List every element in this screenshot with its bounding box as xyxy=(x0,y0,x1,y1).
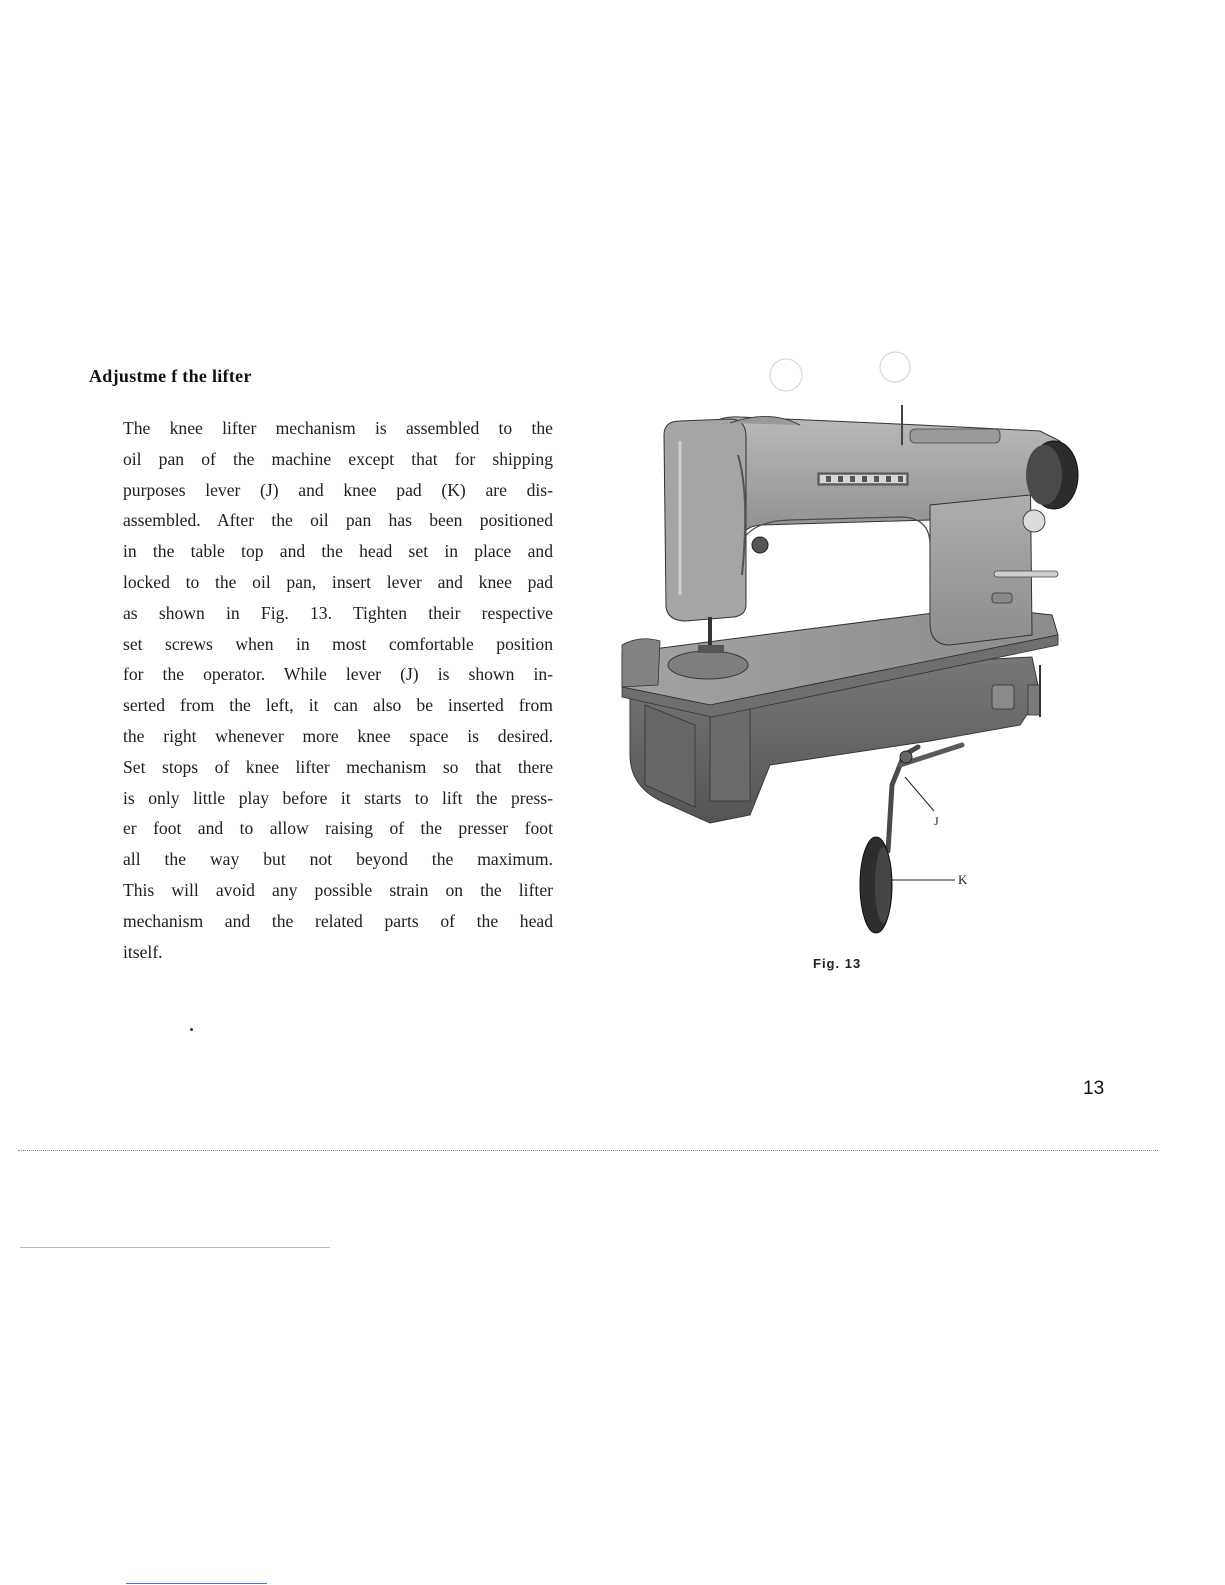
body-line: serted from the left, it can also be inserted from xyxy=(123,695,553,716)
body-paragraph xyxy=(123,413,553,967)
body-line: mechanism and the related parts of the head xyxy=(123,910,553,931)
body-line: set screws when in most comfortable position xyxy=(123,633,553,654)
body-line: for the operator. While lever (J) is shown in- xyxy=(123,664,553,685)
sewing-machine-figure xyxy=(600,345,1120,985)
body-line: assembled. After the oil pan has been positioned xyxy=(123,510,553,531)
body-line: locked to the oil pan, insert lever and knee pad xyxy=(123,571,553,592)
body-line: as shown in Fig. 13. Tighten their respective xyxy=(123,602,553,623)
callout-k-label: K xyxy=(958,872,968,887)
lower-page-divider xyxy=(20,1247,330,1248)
body-line: is only little play before it starts to lift the press- xyxy=(123,787,553,808)
body-line: itself. xyxy=(123,941,163,962)
body-line: This will avoid any possible strain on the lifter xyxy=(123,879,553,900)
section-heading: Adjustme f the lifter xyxy=(89,366,252,386)
sewing-machine-illustration xyxy=(600,345,1120,985)
page-edge-divider xyxy=(18,1150,1158,1151)
body-line: all the way but not beyond the maximum. xyxy=(123,849,553,870)
body-line: Set stops of knee lifter mechanism so that there xyxy=(123,756,553,777)
body-line: purposes lever (J) and knee pad (K) are dis- xyxy=(123,479,553,500)
figure-caption: Fig. 13 xyxy=(813,956,862,971)
body-line: oil pan of the machine except that for shipping xyxy=(123,448,553,469)
body-line: in the table top and the head set in place and xyxy=(123,541,553,562)
body-line: er foot and to allow raising of the presser foot xyxy=(123,818,553,839)
page-number: 13 xyxy=(1083,1078,1105,1099)
body-line: the right whenever more knee space is desired. xyxy=(123,725,553,746)
callout-j-label: J xyxy=(934,814,939,828)
body-line: The knee lifter mechanism is assembled to the xyxy=(123,418,553,438)
scan-speck xyxy=(190,1028,193,1031)
viewer-bottom-link-line xyxy=(126,1583,267,1584)
